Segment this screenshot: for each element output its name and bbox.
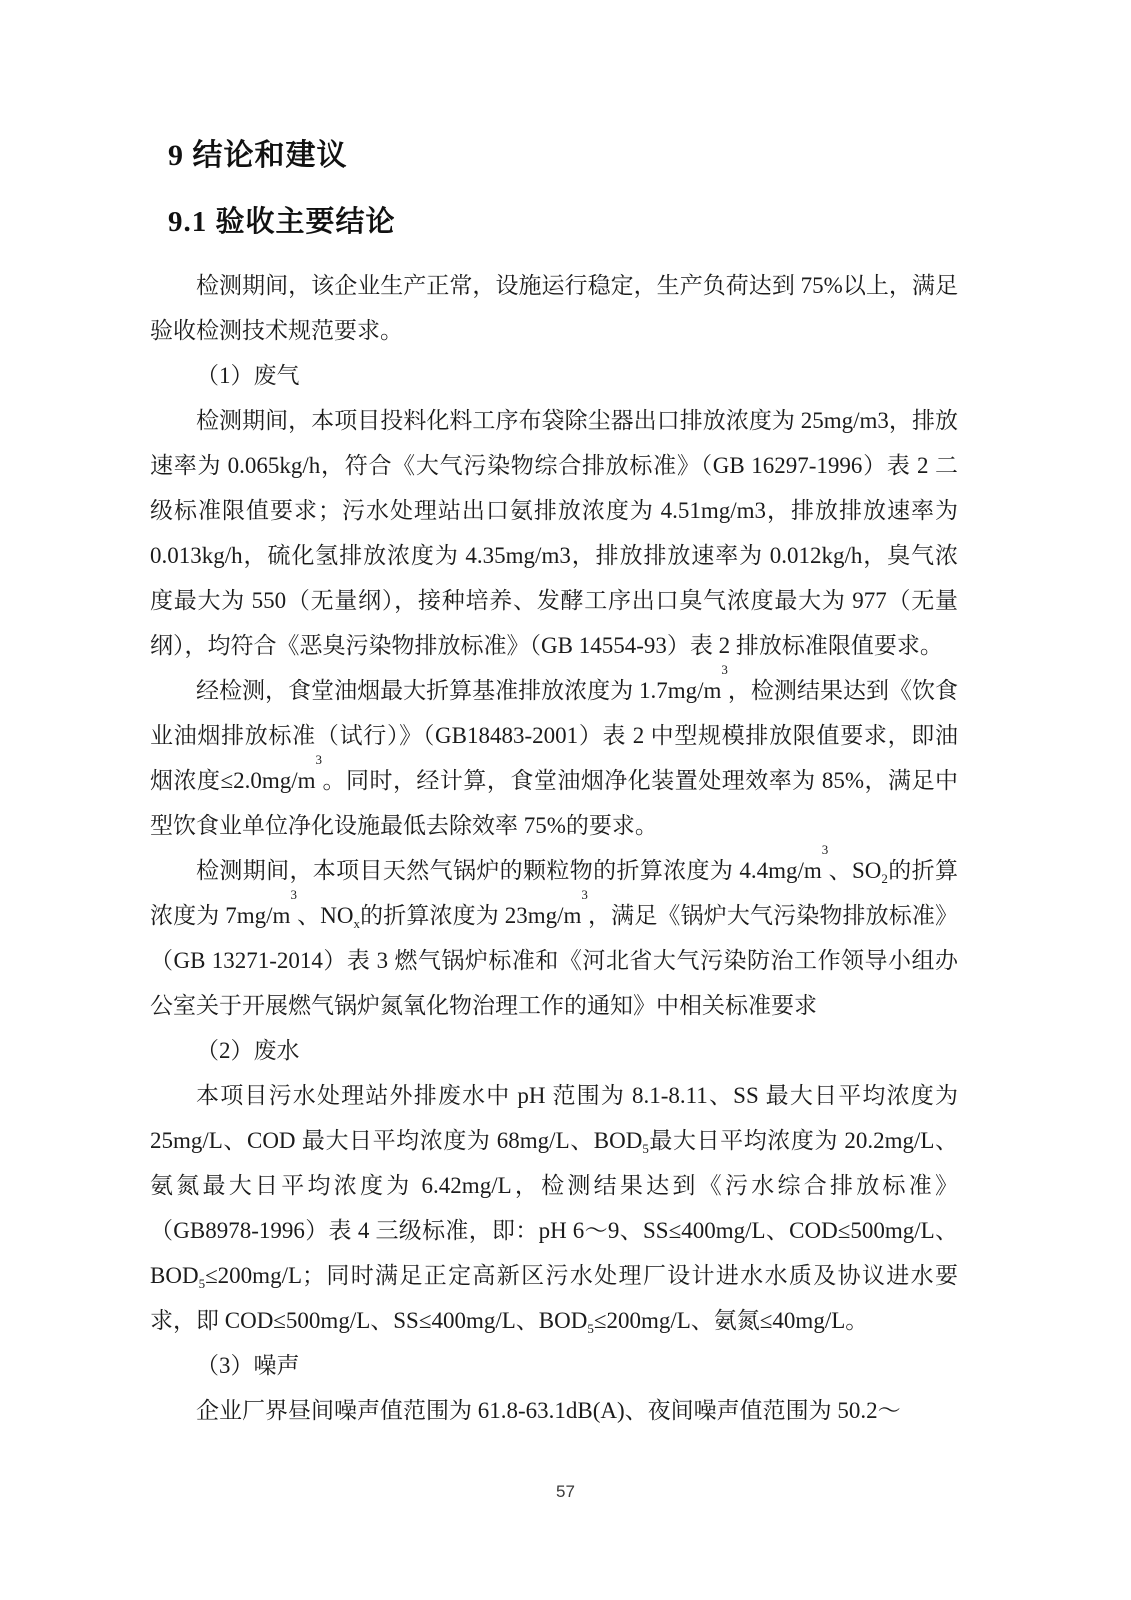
para-canteen-fume: 经检测，食堂油烟最大折算基准排放浓度为 $1.7mg/m^3$，检测结果达到《饮食业油烟排放标准（试行）》（GB18483-2001）表 2 中型规模排放限值要求，即油烟浓度$\le 2.0mg/m^3$。同时，经计算，食堂油烟净化装置处理效率为 85%，满足中型饮食业单位净化设施最低去除效率 75%的要求。 xyxy=(150,662,959,838)
para-noise-results: 企业厂界昼间噪声值范围为 61.8-63.1dB(A)、夜间噪声值范围为 50.2～ xyxy=(196,1398,901,1423)
label-noise: （3）噪声 xyxy=(196,1353,300,1378)
chapter-heading: 9 结论和建议 xyxy=(168,139,348,172)
para-waste-gas-results: 检测期间，本项目投料化料工序布袋除尘器出口排放浓度为 25mg/m3，排放速率为 0.065kg/h，符合《大气污染物综合排放标准》（GB 16297-1996）表 2 二级标准限值要求；污水处理站出口氨排放浓度为 4.51mg/m3，排放排放速率为 0.013kg/h，硫化氢排放浓度为 4.35mg/m3，排放排放速率为 0.012kg/h，臭气浓度最大为 550（无量纲），接种培养、发酵工序出口臭气浓度最大为 977（无量纲），均符合《恶臭污染物排放标准》（GB 14554-93）表 2 排放标准限值要求。 xyxy=(150,408,959,658)
page-number: 57 xyxy=(556,1482,575,1501)
label-waste-gas: （1）废气 xyxy=(196,363,300,388)
para-waste-water-results: 本项目污水处理站外排废水中 pH 范围为 8.1-8.11、SS 最大日平均浓度为 25mg/L、COD 最大日平均浓度为 68mg/L、$BOD_5$最大日平均浓度为 20.2mg/L、氨氮最大日平均浓度为 6.42mg/L，检测结果达到《污水综合排放标准》（GB8978-1996）表 4 三级标准，即：pH 6～9、SS≤400mg/L、COD≤500mg/L、$BOD_5\le 200mg/L$；同时满足正定高新区污水处理厂设计进水水质及协议进水要求，即 COD≤500mg/L、SS≤400mg/L、$BOD_5\le 200mg/L$、氨氮≤40mg/L。 xyxy=(150,1083,958,1336)
section-heading: 9.1 验收主要结论 xyxy=(168,206,396,238)
para-production-status: 检测期间，该企业生产正常，设施运行稳定，生产负荷达到 75%以上，满足验收检测技术规范要求。 xyxy=(150,273,958,343)
document-body xyxy=(150,263,958,1433)
label-waste-water: （2）废水 xyxy=(196,1038,300,1063)
para-gas-boiler: 检测期间，本项目天然气锅炉的颗粒物的折算浓度为 $4.4mg/m^3$、$SO_2$的折算浓度为 $7mg/m^3$、$NO_x$的折算浓度为 $23mg/m^3$，满足《锅炉大气污染物排放标准》（GB 13271-2014）表 3 燃气锅炉标准和《河北省大气污染防治工作领导小组办公室关于开展燃气锅炉氮氧化物治理工作的通知》中相关标准要求 xyxy=(150,842,958,1018)
